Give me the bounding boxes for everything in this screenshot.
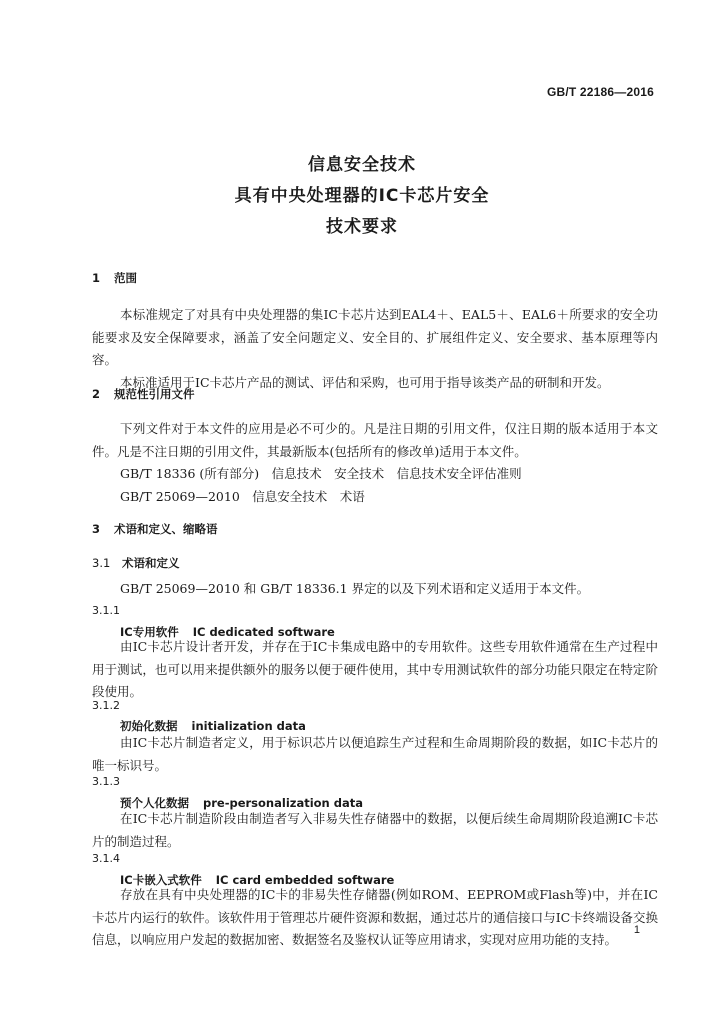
term-number: 3.1.3 <box>92 775 120 788</box>
title-line-2: 具有中央处理器的IC卡芯片安全 <box>234 186 490 206</box>
paragraph: 下列文件对于本文件的应用是必不可少的。凡是注日期的引用文件，仅注日期的版本适用于本文件。凡是不注日期的引用文件，其最新版本(包括所有的修改单)适用于本文件。 <box>92 421 658 459</box>
section-2-body <box>92 418 658 508</box>
term-zh: IC专用软件 <box>120 625 179 639</box>
term-en: IC card embedded software <box>215 873 395 887</box>
term-number: 3.1.2 <box>92 699 120 712</box>
standard-number: GB/T 22186—2016 <box>546 85 654 99</box>
term-zh: 预个人化数据 <box>120 796 189 810</box>
paragraph: GB/T 25069—2010 和 GB/T 18336.1 界定的以及下列术语和定义适用于本文件。 <box>120 581 590 596</box>
section-3-heading <box>92 521 218 537</box>
term-zh: 初始化数据 <box>120 719 178 733</box>
term-definition <box>92 636 658 704</box>
term-zh: IC卡嵌入式软件 <box>120 873 202 887</box>
subsection-3-1-intro <box>92 578 658 601</box>
subsection-title: 术语和定义 <box>122 556 180 570</box>
paragraph: 存放在具有中央处理器的IC卡的非易失性存储器(例如ROM、EEPROM或Flash等)中，并在IC卡芯片内运行的软件。该软件用于管理芯片硬件资源和数据，通过芯片的通信接口与IC卡终端设备交换信息，以响应用户发起的数据加密、数据签名及鉴权认证等应用请求，实现对应用功能的支持。 <box>92 887 658 947</box>
term-definition <box>92 884 658 952</box>
section-title: 范围 <box>114 271 137 285</box>
term-number: 3.1.1 <box>92 604 120 617</box>
term-number: 3.1.4 <box>92 852 120 865</box>
reference-item: GB/T 18336 (所有部分) 信息技术 安全技术 信息技术安全评估准则 <box>120 466 522 481</box>
section-number: 3 <box>92 522 101 536</box>
reference-item: GB/T 25069—2010 信息安全技术 术语 <box>120 488 365 504</box>
subsection-number: 3.1 <box>92 556 111 570</box>
term-definition <box>92 808 658 853</box>
section-1-body <box>92 304 658 394</box>
paragraph: 由IC卡芯片制造者定义，用于标识芯片以便追踪生产过程和生命周期阶段的数据，如IC卡芯片的唯一标识号。 <box>92 735 658 773</box>
paragraph: 本标准适用于IC卡芯片产品的测试、评估和采购，也可用于指导该类产品的研制和开发。 <box>120 374 610 390</box>
term-en: initialization data <box>191 719 306 733</box>
title-line-3: 技术要求 <box>326 217 398 237</box>
paragraph: 在IC卡芯片制造阶段由制造者写入非易失性存储器中的数据，以便后续生命周期阶段追溯IC卡芯片的制造过程。 <box>92 811 658 849</box>
paragraph: 由IC卡芯片设计者开发，并存在于IC卡集成电路中的专用软件。这些专用软件通常在生产过程中用于测试，也可以用来提供额外的服务以便于硬件使用，其中专用测试软件的部分功能只限定在特定阶段使用。 <box>92 639 658 699</box>
paragraph: 本标准规定了对具有中央处理器的集IC卡芯片达到EAL4＋、EAL5＋、EAL6＋所要求的安全功能要求及安全保障要求，涵盖了安全问题定义、安全目的、扩展组件定义、安全要求、基本原理等内容。 <box>92 307 658 367</box>
term-en: IC dedicated software <box>192 625 335 639</box>
subsection-3-1-heading <box>92 555 180 571</box>
section-1-heading <box>92 270 137 286</box>
section-number: 2 <box>92 387 101 401</box>
section-number: 1 <box>92 271 101 285</box>
term-definition <box>92 732 658 777</box>
title-line-1: 信息安全技术 <box>308 155 416 175</box>
term-en: pre-personalization data <box>203 796 363 810</box>
page-number: 1 <box>633 924 640 936</box>
section-2-heading <box>92 386 195 402</box>
section-title: 术语和定义、缩略语 <box>114 522 218 536</box>
section-title: 规范性引用文件 <box>114 387 195 401</box>
